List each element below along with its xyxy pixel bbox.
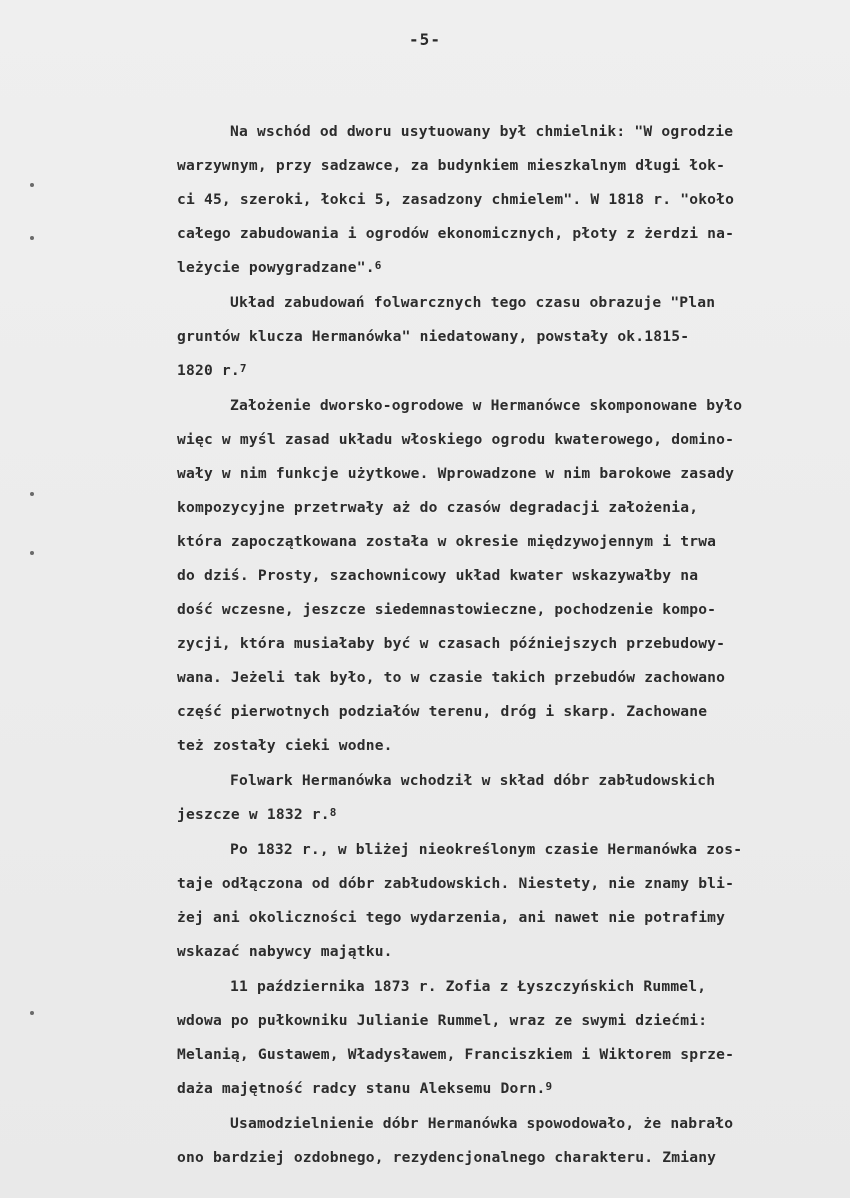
text-line: całego zabudowania i ogrodów ekonomicznych, płoty z żerdzi na- xyxy=(177,225,735,242)
text-line: wały w nim funkcje użytkowe. Wprowadzone w nim barokowe zasady xyxy=(177,465,735,482)
text-line: Usamodzielnienie dóbr Hermanówka spowodowało, że nabrało xyxy=(230,1115,734,1132)
text-line: ci 45, szeroki, łokci 5, zasadzony chmielem". W 1818 r. "około xyxy=(177,191,735,208)
text-line: wdowa po pułkowniku Julianie Rummel, wraz ze swymi dziećmi: xyxy=(177,1012,708,1029)
text-line: do dziś. Prosty, szachownicowy układ kwater wskazywałby na xyxy=(177,567,699,584)
text-line: która zapoczątkowana została w okresie międzywojennym i trwa xyxy=(177,533,717,550)
text-line: warzywnym, przy sadzawce, za budynkiem mieszkalnym długi łok- xyxy=(177,157,726,174)
scan-speck xyxy=(30,1011,34,1015)
text-line: wana. Jeżeli tak było, to w czasie takich przebudów zachowano xyxy=(177,669,726,686)
text-line: wskazać nabywcy majątku. xyxy=(177,943,393,960)
text-line: część pierwotnych podziałów terenu, dróg i skarp. Zachowane xyxy=(177,703,708,720)
text-line: leżycie powygradzane".$^6$ xyxy=(177,259,382,276)
text-line: żej ani okoliczności tego wydarzenia, ani nawet nie potrafimy xyxy=(177,909,726,926)
text-line: Folwark Hermanówka wchodził w skład dóbr zabłudowskich xyxy=(230,772,716,789)
text-line: też zostały cieki wodne. xyxy=(177,737,393,754)
text-line: taje odłączona od dóbr zabłudowskich. Niestety, nie znamy bli- xyxy=(177,875,735,892)
text-line: Melanią, Gustawem, Władysławem, Franciszkiem i Wiktorem sprze- xyxy=(177,1046,735,1063)
text-line: dość wczesne, jeszcze siedemnastowieczne, pochodzenie kompo- xyxy=(177,601,717,618)
scan-speck xyxy=(30,236,34,240)
scan-speck xyxy=(30,183,34,187)
page-number: -5- xyxy=(409,30,441,49)
text-line: 11 października 1873 r. Zofia z Łyszczyńskich Rummel, xyxy=(230,978,707,995)
text-line: 1820 r.$^7$ xyxy=(177,362,247,379)
text-line: daża majętność radcy stanu Aleksemu Dorn.$^9$ xyxy=(177,1080,553,1097)
text-line: Założenie dworsko-ogrodowe w Hermanówce skomponowane było xyxy=(230,397,743,414)
text-line: gruntów klucza Hermanówka" niedatowany, powstały ok.1815- xyxy=(177,328,690,345)
text-line: kompozycyjne przetrwały aż do czasów degradacji założenia, xyxy=(177,499,699,516)
text-line: Układ zabudowań folwarcznych tego czasu obrazuje "Plan xyxy=(230,294,716,311)
footnote-ref: 8 xyxy=(329,806,337,819)
scan-speck xyxy=(30,492,34,496)
footnote-ref: 7 xyxy=(239,362,247,375)
text-line: ono bardziej ozdobnego, rezydencjonalnego charakteru. Zmiany xyxy=(177,1149,717,1166)
text-line: Na wschód od dworu usytuowany był chmielnik: "W ogrodzie xyxy=(230,123,734,140)
footnote-ref: 6 xyxy=(374,259,382,272)
text-line: jeszcze w 1832 r.$^8$ xyxy=(177,806,337,823)
text-line: zycji, która musiałaby być w czasach późniejszych przebudowy- xyxy=(177,635,726,652)
scan-speck xyxy=(30,551,34,555)
text-line: więc w myśl zasad układu włoskiego ogrodu kwaterowego, domino- xyxy=(177,431,735,448)
footnote-ref: 9 xyxy=(545,1080,553,1093)
text-line: Po 1832 r., w bliżej nieokreślonym czasie Hermanówka zos- xyxy=(230,841,743,858)
